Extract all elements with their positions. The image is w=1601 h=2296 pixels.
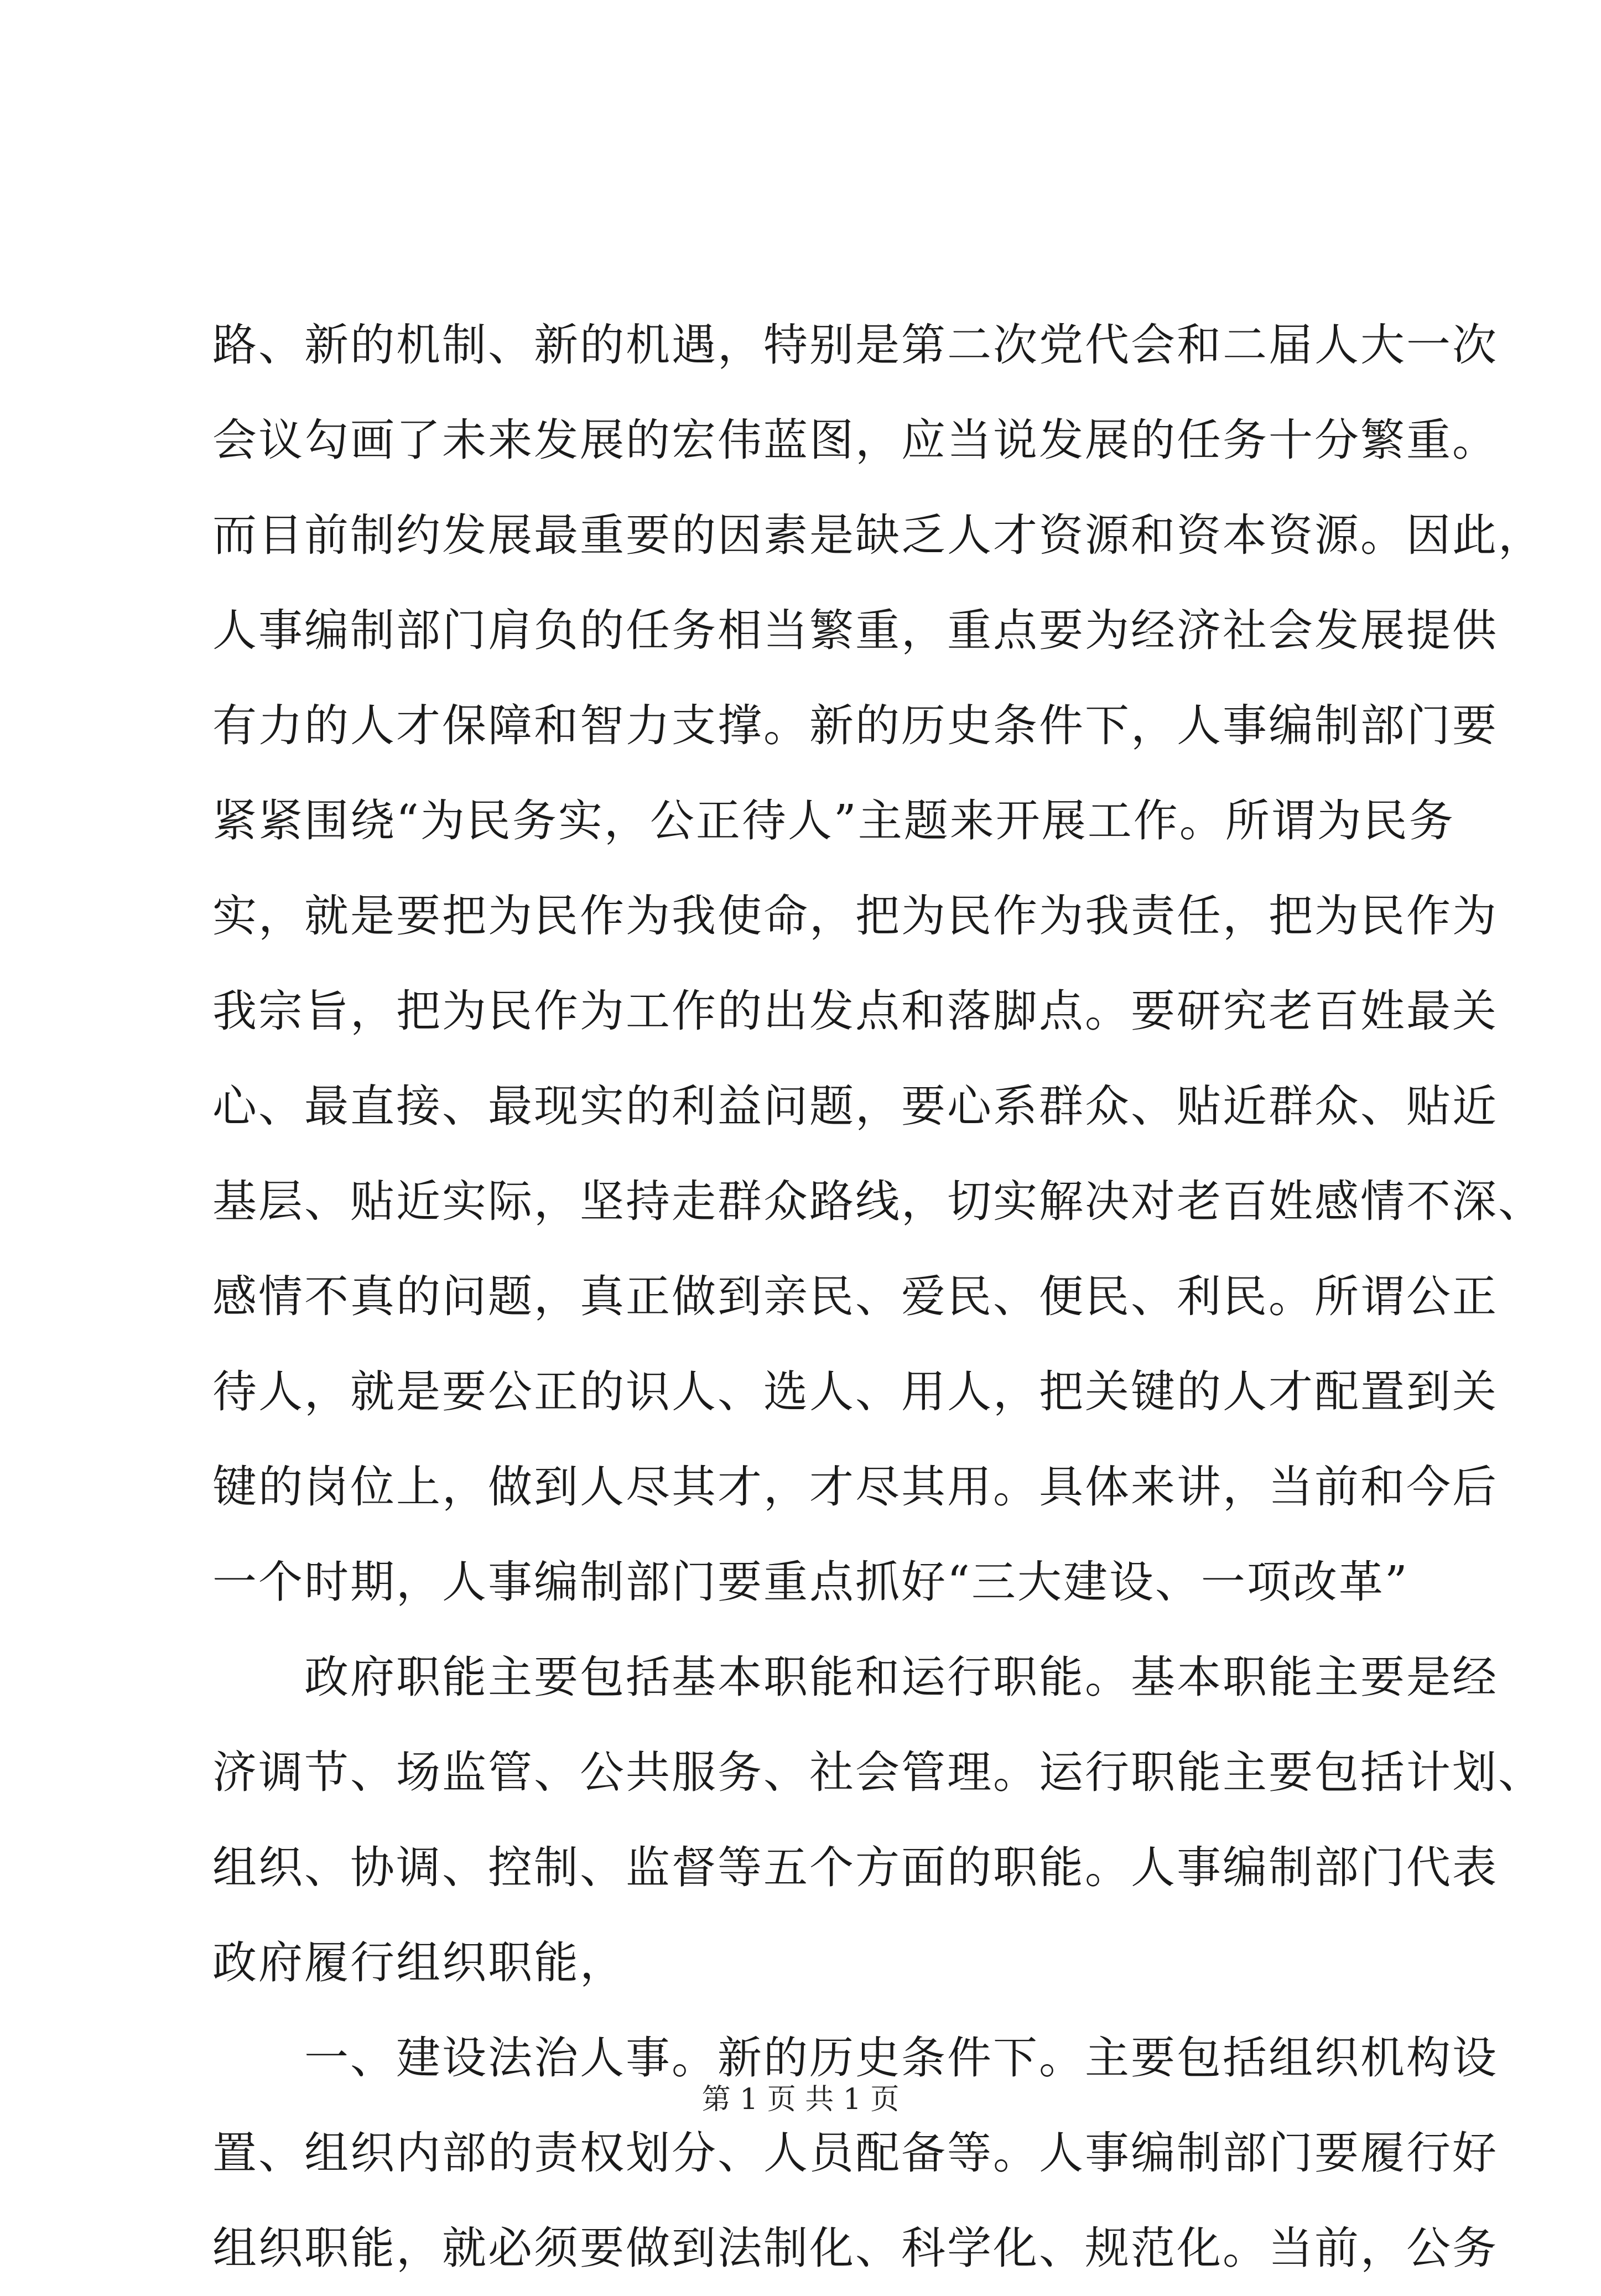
text-line: 置、组织内部的责权划分、人员配备等。人事编制部门要履行好 <box>212 2127 1498 2179</box>
text-line: 路、新的机制、新的机遇，特别是第二次党代会和二届人大一次 <box>212 319 1498 371</box>
body-text <box>212 298 1544 2296</box>
text-line: 我宗旨，把为民作为工作的出发点和落脚点。要研究老百姓最关 <box>212 985 1498 1037</box>
text-line: 紧紧围绕“为民务实，公正待人”主题来开展工作。所谓为民务 <box>212 795 1455 846</box>
text-line: 待人，就是要公正的识人、选人、用人，把关键的人才配置到关 <box>212 1366 1498 1417</box>
text-line: 会议勾画了未来发展的宏伟蓝图，应当说发展的任务十分繁重。 <box>212 414 1498 466</box>
page-footer <box>0 2080 1601 2119</box>
text-line: 组织职能，就必须要做到法制化、科学化、规范化。当前，公务 <box>212 2222 1498 2274</box>
page-number: 第 1 页 共 1 页 <box>701 2083 900 2116</box>
text-line: 政府履行组织职能， <box>212 1937 626 1988</box>
text-line: 键的岗位上，做到人尽其才，才尽其用。具体来讲，当前和今后 <box>212 1461 1498 1513</box>
text-line: 济调节、场监管、公共服务、社会管理。运行职能主要包括计划、 <box>212 1747 1544 1798</box>
text-line: 有力的人才保障和智力支撑。新的历史条件下，人事编制部门要 <box>212 700 1498 751</box>
text-line: 而目前制约发展最重要的因素是缺乏人才资源和资本资源。因此， <box>212 510 1544 561</box>
text-line: 人事编制部门肩负的任务相当繁重，重点要为经济社会发展提供 <box>212 605 1498 656</box>
text-line: 一个时期，人事编制部门要重点抓好“三大建设、一项改革” <box>212 1556 1409 1608</box>
text-line: 实，就是要把为民作为我使命，把为民作为我责任，把为民作为 <box>212 890 1498 942</box>
text-line: 政府职能主要包括基本职能和运行职能。基本职能主要是经 <box>212 1651 1498 1703</box>
text-line: 基层、贴近实际，坚持走群众路线，切实解决对老百姓感情不深、 <box>212 1176 1544 1227</box>
text-line: 一、建设法治人事。新的历史条件下。主要包括组织机构设 <box>212 2032 1498 2084</box>
text-line: 感情不真的问题，真正做到亲民、爱民、便民、利民。所谓公正 <box>212 1271 1498 1322</box>
text-line: 心、最直接、最现实的利益问题，要心系群众、贴近群众、贴近 <box>212 1081 1498 1132</box>
text-line: 组织、协调、控制、监督等五个方面的职能。人事编制部门代表 <box>212 1842 1498 1893</box>
